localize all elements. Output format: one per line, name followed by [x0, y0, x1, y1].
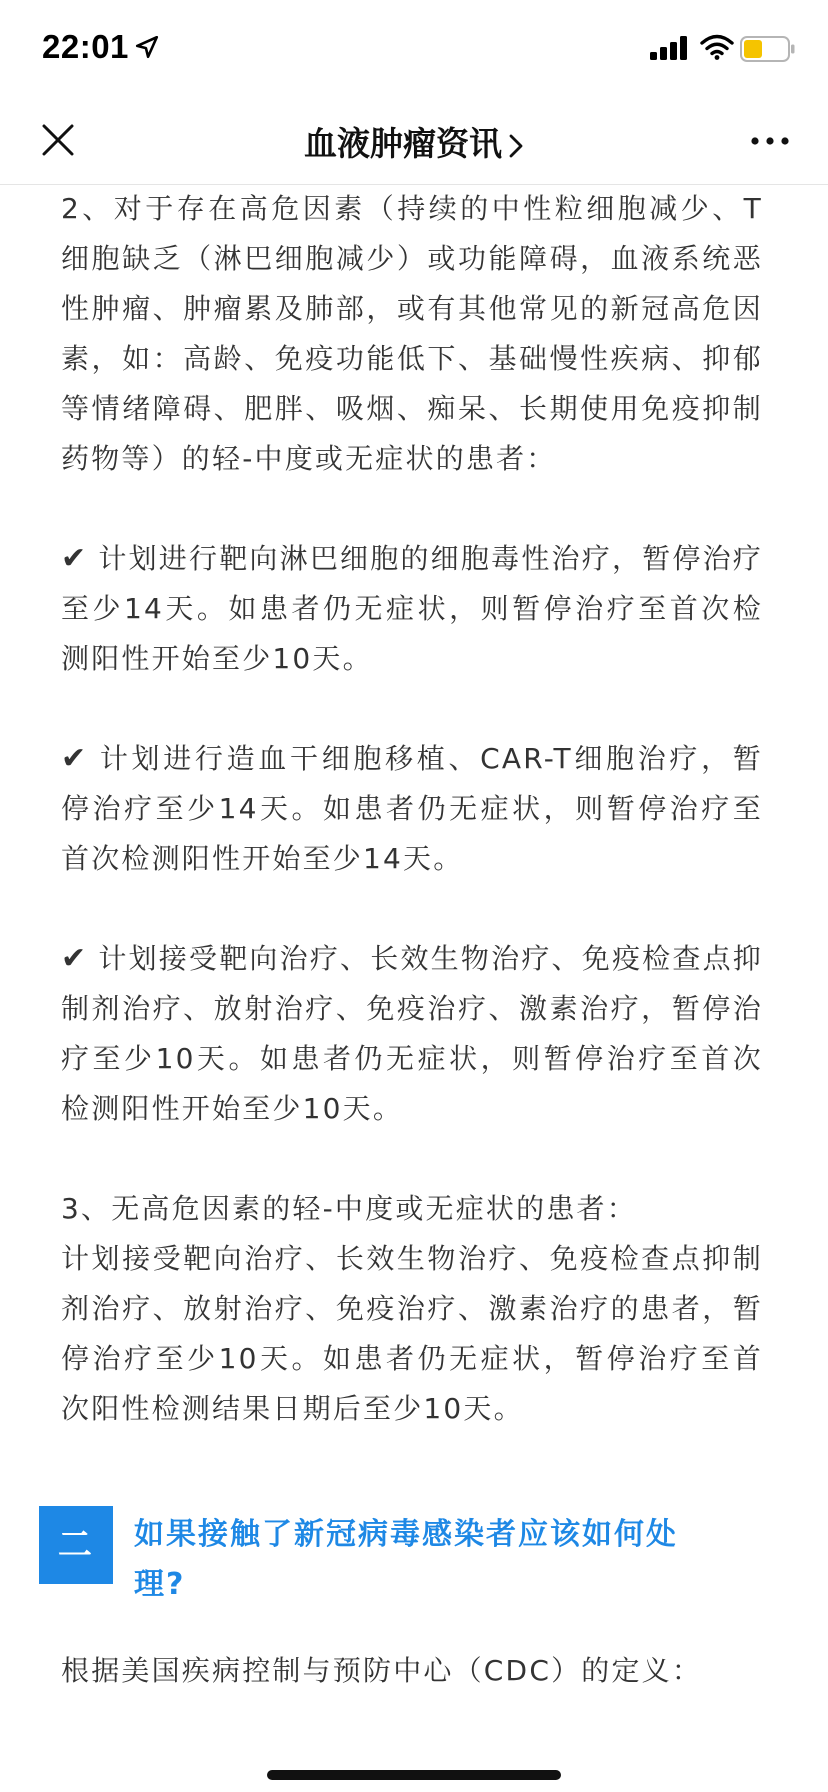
paragraph-no-risk-title: 3、无高危因素的轻-中度或无症状的患者：: [61, 1192, 637, 1225]
bullet-item: [61, 734, 763, 884]
status-bar: [0, 0, 828, 96]
status-time: 22:01: [42, 28, 129, 65]
bullet-text: 计划进行造血干细胞移植、CAR-T细胞治疗，暂停治疗至少14天。如患者仍无症状，则暂停治疗至首次检测阳性开始至少14天。: [61, 742, 763, 875]
battery-icon: [740, 36, 796, 62]
paragraph-cdc-definition: 根据美国疾病控制与预防中心（CDC）的定义：: [61, 1654, 703, 1687]
paragraph-no-risk-body: 计划接受靶向治疗、长效生物治疗、免疫检查点抑制剂治疗、放射治疗、免疫治疗、激素治疗的患者，暂停治疗至少10天。如患者仍无症状，暂停治疗至首次阳性检测结果日期后至少10天。: [61, 1242, 763, 1425]
home-indicator[interactable]: [267, 1770, 561, 1780]
section-heading: [57, 1506, 763, 1646]
section-title: 如果接触了新冠病毒感染者应该如何处理?: [134, 1517, 678, 1602]
checkmark-icon: ✔: [61, 541, 89, 576]
wifi-icon: [700, 34, 734, 60]
checkmark-icon: ✔: [61, 941, 89, 976]
more-options-icon[interactable]: [750, 134, 790, 148]
bullet-item: [61, 934, 763, 1134]
chevron-right-icon: [508, 132, 524, 160]
checkmark-icon: ✔: [61, 741, 89, 776]
paragraph-high-risk: 2、对于存在高危因素（持续的中性粒细胞减少、T细胞缺乏（淋巴细胞减少）或功能障碍，血液系统恶性肿瘤、肿瘤累及肺部，或有其他常见的新冠高危因素，如：高龄、免疫功能低下、基础慢性疾病、抑郁等情绪障碍、肥胖、吸烟、痴呆、长期使用免疫抑制药物等）的轻-中度或无症状的患者：: [61, 192, 763, 475]
nav-bar: [0, 96, 828, 185]
nav-title: 血液肿瘤资讯: [304, 124, 502, 163]
bullet-text: 计划接受靶向治疗、长效生物治疗、免疫检查点抑制剂治疗、放射治疗、免疫治疗、激素治疗，暂停治疗至少10天。如患者仍无症状，则暂停治疗至首次检测阳性开始至少10天。: [61, 942, 763, 1125]
location-arrow-icon: [134, 34, 160, 60]
cellular-signal-icon: [650, 36, 690, 60]
nav-title-link[interactable]: [0, 118, 828, 165]
article-body: [57, 184, 763, 1696]
section-number-badge: 二: [39, 1506, 113, 1584]
bullet-item: [61, 534, 763, 684]
bullet-text: 计划进行靶向淋巴细胞的细胞毒性治疗，暂停治疗至少14天。如患者仍无症状，则暂停治疗至首次检测阳性开始至少10天。: [61, 542, 763, 675]
